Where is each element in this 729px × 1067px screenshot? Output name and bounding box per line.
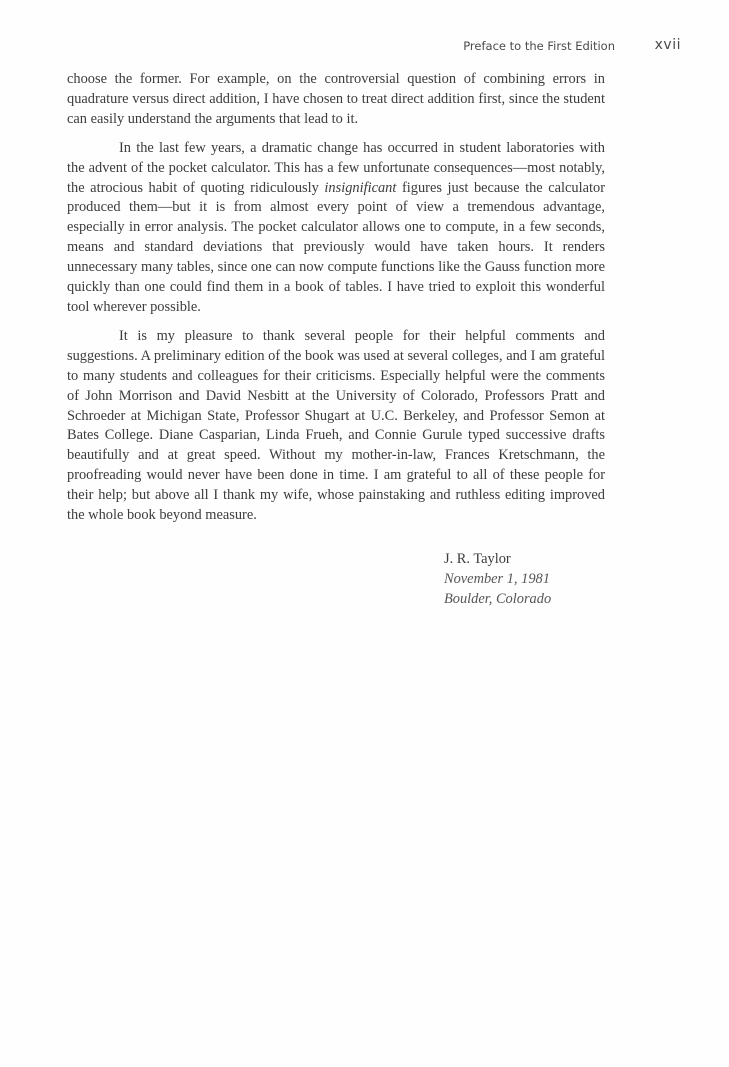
running-title: Preface to the First Edition <box>463 39 615 53</box>
author-name: J. R. Taylor <box>444 551 511 567</box>
paragraph-2 <box>67 139 605 318</box>
page-number: xvii <box>654 37 681 53</box>
signature-place: Boulder, Colorado <box>444 591 552 607</box>
paragraph-2-part-b: figures just because the calculator produced them—but it is from almost every point of view a tremendous advantage, especially in error analysis. The pocket calculator allows one to compute, in a few seconds, means and standard deviations that previously would have taken hours. It renders unnecessary many tables, since one can now compute functions like the Gauss function more quickly than one could find them in a book of tables. I have tried to exploit this wonderful tool wherever possible. <box>67 179 605 315</box>
running-head <box>0 37 729 57</box>
preface-body <box>67 70 605 526</box>
paragraph-3: It is my pleasure to thank several people for their helpful comments and suggestions. A preliminary edition of the book was used at several colleges, and I am grateful to many students and colleagues for their criticisms. Especially helpful were the comments of John Morrison and David Nesbitt at the University of Colorado, Professors Pratt and Schroeder at Michigan State, Professor Shugart at U.C. Berkeley, and Professor Semon at Bates College. Diane Casparian, Linda Frueh, and Connie Gurule typed successive drafts beautifully and at great speed. Without my mother-in-law, Frances Kretschmann, the proofreading would never have been done in time. I am grateful to all of these people for their help; but above all I thank my wife, whose painstaking and ruthless editing improved the whole book beyond measure. <box>67 327 605 524</box>
paragraph-1: choose the former. For example, on the controversial question of combining errors in quadrature versus direct addition, I have chosen to treat direct addition first, since the student can easily understand the arguments that lead to it. <box>67 71 605 127</box>
emphasis-insignificant: insignificant <box>324 179 397 196</box>
signature-block <box>444 549 551 609</box>
signature-date: November 1, 1981 <box>444 571 550 587</box>
paragraph-2-part-a: In the last few years, a dramatic change has occurred in student laboratories with the advent of the pocket calculator. This has a few unfortunate consequences—most notably, the atrocious habit of quoting ridiculously <box>67 139 605 196</box>
